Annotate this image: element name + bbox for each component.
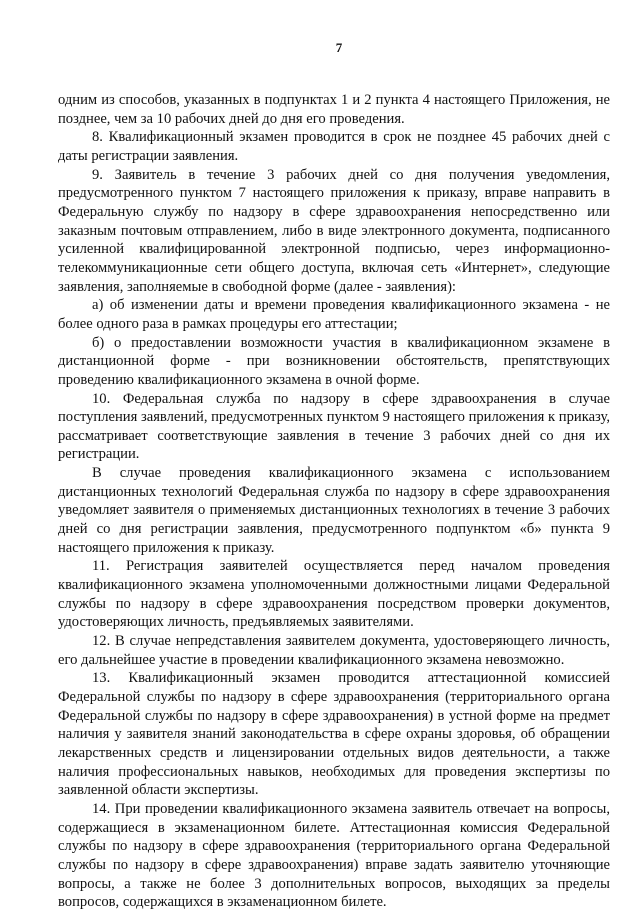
document-body (58, 91, 610, 912)
paragraph-13: 13. Квалификационный экзамен проводится аттестационной комиссией Федеральной службы по надзору в сфере здравоохранения (территориального органа Федеральной службы по надзору в сфере здравоохранения) в устной форме на предмет наличия у заявителя знаний законодательства в сфере охраны здоровья, об обращении лекарственных средств и лицензировании отдельных видов деятельности, а также наличия профессиональных навыков, необходимых для проведения экспертизы по заявленной области экспертизы. (58, 670, 610, 799)
paragraph-12: 12. В случае непредставления заявителем документа, удостоверяющего личность, его дальнейшее участие в проведении квалификационного экзамена невозможно. (58, 633, 610, 668)
paragraph-continuation: одним из способов, указанных в подпунктах 1 и 2 пункта 4 настоящего Приложения, не позднее, чем за 10 рабочих дней до дня его проведения. (58, 92, 610, 127)
paragraph-10: 10. Федеральная служба по надзору в сфере здравоохранения в случае поступления заявлений, предусмотренных пунктом 9 настоящего приложения к приказу, рассматривает соответствующие заявления в течение 3 рабочих дней со дня их регистрации. (58, 390, 610, 463)
paragraph-9a: а) об изменении даты и времени проведения квалификационного экзамена - не более одного раза в рамках процедуры его аттестации; (58, 297, 610, 332)
paragraph-14: 14. При проведении квалификационного экзамена заявитель отвечает на вопросы, содержащиеся в экзаменационном билете. Аттестационная комиссия Федеральной службы по надзору в сфере здравоохранения (территориального органа Федеральной службы по надзору в сфере здравоохранения) вправе задать заявителю уточняющие вопросы, а также не более 3 дополнительных вопросов, выходящих за пределы вопросов, содержащихся в экзаменационном билете. (58, 800, 610, 911)
page-number: 7 (335, 40, 343, 55)
paragraph-10-remote: В случае проведения квалификационного экзамена с использованием дистанционных технологий Федеральная служба по надзору в сфере здравоохранения уведомляет заявителя о применяемых дистанционных технологиях в течение 3 рабочих дней со дня регистрации заявления, предусмотренного подпунктом «б» пункта 9 настоящего приложения к приказу. (58, 465, 610, 556)
paragraph-9: 9. Заявитель в течение 3 рабочих дней со дня получения уведомления, предусмотренного пунктом 7 настоящего приложения к приказу, вправе направить в Федеральную службу по надзору в сфере здравоохранения непосредственно или заказным почтовым отправлением, либо в виде электронного документа, подписанного усиленной квалифицированной электронной подписью, через информационно-телекоммуникационные сети общего доступа, включая сеть «Интернет», следующие заявления, заполняемые в свободной форме (далее - заявления): (58, 166, 610, 295)
paragraph-8: 8. Квалификационный экзамен проводится в срок не позднее 45 рабочих дней с даты регистрации заявления. (58, 129, 610, 164)
paragraph-11: 11. Регистрация заявителей осуществляется перед началом проведения квалификационного экзамена уполномоченными должностными лицами Федеральной службы по надзору в сфере здравоохранения посредством проверки документов, удостоверяющих личность, предъявляемых заявителями. (58, 558, 610, 631)
paragraph-9b: б) о предоставлении возможности участия в квалификационном экзамене в дистанционной форме - при возникновении обстоятельств, препятствующих проведению квалификационного экзамена в очной форме. (58, 334, 610, 388)
